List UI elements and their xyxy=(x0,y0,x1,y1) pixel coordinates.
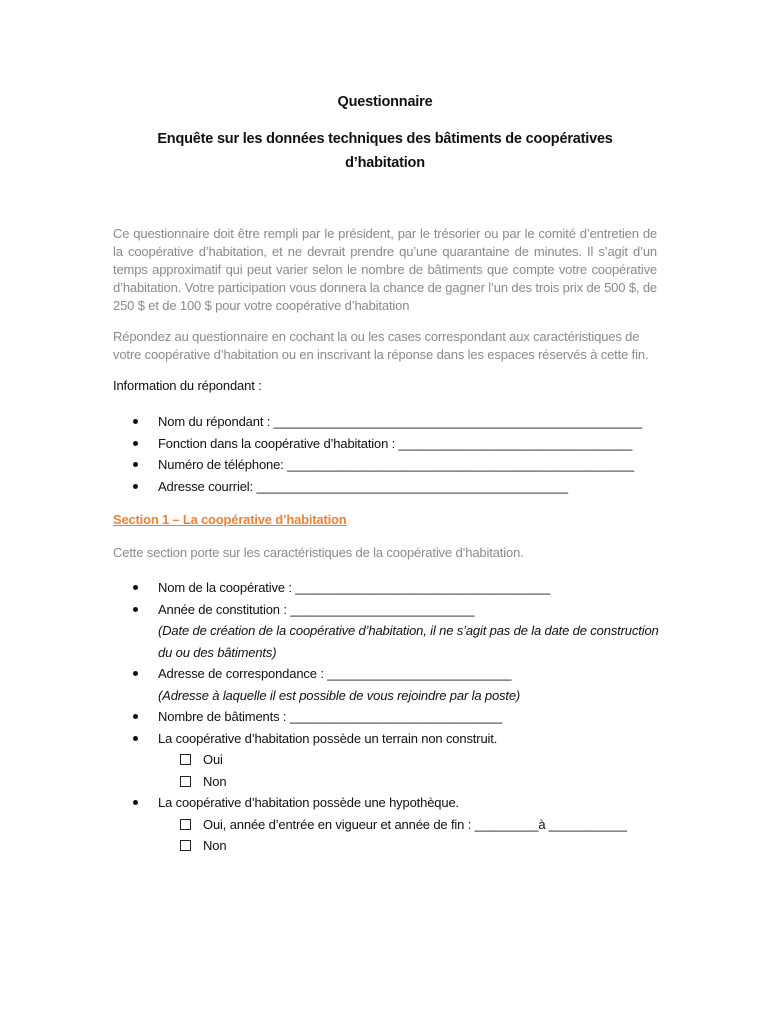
section-1-description: Cette section porte sur les caractéristiques de la coopérative d’habitation. xyxy=(113,545,524,560)
coop-name-field[interactable]: Nom de la coopérative : ____________________________________ xyxy=(113,577,673,599)
respondent-heading: Information du répondant : xyxy=(113,378,262,393)
respondent-name-field[interactable]: Nom du répondant : ____________________________________________________ xyxy=(113,411,673,433)
checkbox-icon[interactable] xyxy=(180,819,191,830)
page-title: Questionnaire xyxy=(337,94,433,110)
bullet-icon xyxy=(133,736,138,741)
mortgage-question: La coopérative d’habitation possède une hypothèque. Oui, année d’entrée en vigueur et année de fin : _________à ___________ Non xyxy=(113,792,673,857)
respondent-phone-field[interactable]: Numéro de téléphone: _________________________________________________ xyxy=(113,454,673,476)
bullet-icon xyxy=(133,419,138,424)
checkbox-icon[interactable] xyxy=(180,840,191,851)
vacant-land-no-option[interactable]: Non xyxy=(158,771,673,793)
constitution-year-note: (Date de création de la coopérative d’habitation, il ne s’agit pas de la date de construction du ou des bâtiments) xyxy=(158,623,659,660)
checkbox-icon[interactable] xyxy=(180,754,191,765)
bullet-icon xyxy=(133,714,138,719)
building-count-field[interactable]: Nombre de bâtiments : ______________________________ xyxy=(113,706,673,728)
page-subtitle-line1: Enquête sur les données techniques des bâtiments de coopératives xyxy=(157,131,613,147)
bullet-icon xyxy=(133,607,138,612)
bullet-icon xyxy=(133,462,138,467)
bullet-icon xyxy=(133,484,138,489)
constitution-year-field[interactable]: Année de constitution : __________________________ (Date de création de la coopérative d’habitation, il ne s’agit pas de la date de construction du ou des bâtiments) xyxy=(113,599,673,664)
mortgage-no-option[interactable]: Non xyxy=(158,835,673,857)
bullet-icon xyxy=(133,585,138,590)
checkbox-icon[interactable] xyxy=(180,776,191,787)
respondent-email-field[interactable]: Adresse courriel: ____________________________________________ xyxy=(113,476,673,498)
bullet-icon xyxy=(133,800,138,805)
vacant-land-yes-option[interactable]: Oui xyxy=(158,749,673,771)
instructions-paragraph: Répondez au questionnaire en cochant la ou les cases correspondant aux caractéristiques de votre coopérative d’habitation ou en inscrivant la réponse dans les espaces réservés à cette fin. xyxy=(113,329,649,362)
bullet-icon xyxy=(133,671,138,676)
mortgage-yes-option[interactable]: Oui, année d’entrée en vigueur et année de fin : _________à ___________ xyxy=(158,814,673,836)
intro-paragraph: Ce questionnaire doit être rempli par le président, par le trésorier ou par le comité d’entretien de la coopérative d’habitation, et ne devrait prendre qu’une quarantaine de minutes. Il s’agit d’un temps approximatif qui peut varier selon le nombre de bâtiments que compte votre coopérative d’habitation. Votre participation vous donnera la chance de gagner l’un des trois prix de 500 $, de 250 $ et de 100 $ pour votre coopérative d’habitation xyxy=(113,226,657,313)
page-subtitle-line2: d’habitation xyxy=(345,155,425,171)
vacant-land-question: La coopérative d’habitation possède un terrain non construit. Oui Non xyxy=(113,728,673,793)
respondent-role-field[interactable]: Fonction dans la coopérative d’habitation : _________________________________ xyxy=(113,433,673,455)
mailing-address-field[interactable]: Adresse de correspondance : __________________________ (Adresse à laquelle il est possible de vous rejoindre par la poste) xyxy=(113,663,673,706)
bullet-icon xyxy=(133,441,138,446)
section-1-fields xyxy=(113,577,673,857)
respondent-fields xyxy=(113,411,673,497)
mailing-address-note: (Adresse à laquelle il est possible de vous rejoindre par la poste) xyxy=(158,687,521,703)
section-1-heading: Section 1 – La coopérative d’habitation xyxy=(113,512,347,527)
